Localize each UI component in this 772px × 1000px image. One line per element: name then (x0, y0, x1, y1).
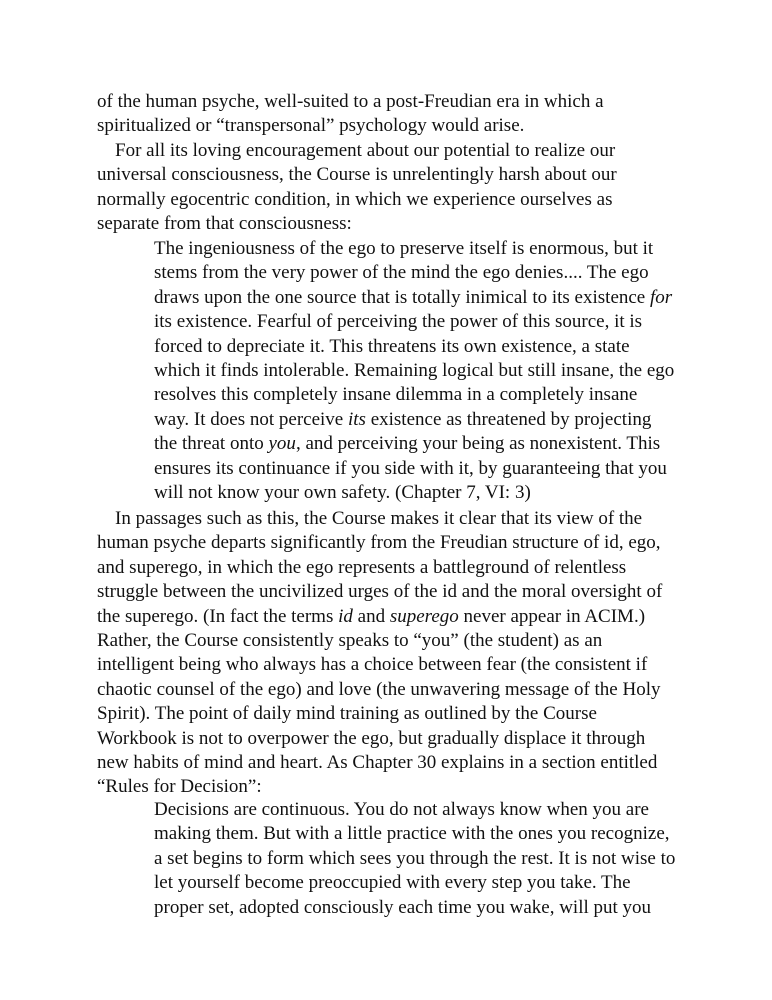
quote-line-text: the threat onto (154, 433, 269, 455)
text-segment: never appear in ACIM.) (458, 605, 646, 627)
quote-line: proper set, adopted consciously each time you wake, will put you (154, 896, 652, 918)
quote-line: making them. But with a little practice with the ones you recognize, (154, 823, 670, 845)
text-line: Workbook is not to overpower the ego, but gradually displace it through (97, 727, 646, 749)
text-line: of the human psyche, well-suited to a post-Freudian era in which a (97, 91, 604, 112)
paragraph-ego-condition (97, 139, 687, 237)
text-line: normally egocentric condition, in which we experience ourselves as (97, 188, 613, 210)
quote-line: let yourself become preoccupied with every step you take. The (154, 872, 631, 894)
quote-line: ensures its continuance if you side with it, by guaranteeing that you (154, 457, 667, 479)
emphasis-text: id (338, 605, 353, 627)
quote-line: Decisions are continuous. You do not always know when you are (154, 799, 649, 820)
text-line (97, 605, 687, 629)
quote-line (154, 408, 684, 432)
emphasis-text: superego (389, 605, 459, 627)
text-line: Rather, the Course consistently speaks to “you” (the student) as an (97, 630, 603, 652)
text-line: struggle between the uncivilized urges of the id and the moral oversight of (97, 581, 663, 603)
text-line: chaotic counsel of the ego) and love (the unwavering message of the Holy (97, 678, 661, 700)
text-line: “Rules for Decision”: (97, 776, 262, 798)
emphasis-text: you (268, 433, 296, 455)
text-line: intelligent being who always has a choice between fear (the consistent if (97, 654, 648, 676)
paragraph-freudian-structure (97, 507, 687, 800)
quote-line: a set begins to form which sees you through the rest. It is not wise to (154, 847, 676, 869)
text-line: Spirit). The point of daily mind training as outlined by the Course (97, 703, 597, 725)
text-line: spiritualized or “transpersonal” psychology would arise. (97, 115, 525, 137)
quote-line-text: way. It does not perceive (154, 408, 348, 430)
quote-line: stems from the very power of the mind the ego denies.... The ego (154, 262, 649, 284)
block-quote-decisions (154, 798, 684, 920)
quote-line-text: , and perceiving your being as nonexistent. This (295, 433, 661, 455)
text-segment: and (352, 605, 390, 627)
text-line: human psyche departs significantly from the Freudian structure of id, ego, (97, 532, 661, 554)
quote-line-text: existence as threatened by projecting (365, 408, 652, 430)
quote-line: forced to depreciate it. This threatens its own existence, a state (154, 335, 630, 357)
quote-line: resolves this completely insane dilemma in a completely insane (154, 384, 638, 406)
text-line: new habits of mind and heart. As Chapter 30 explains in a section entitled (97, 752, 658, 774)
text-line: separate from that consciousness: (97, 213, 352, 235)
quote-line: which it finds intolerable. Remaining logical but still insane, the ego (154, 360, 675, 382)
quote-line (154, 432, 684, 456)
text-line: For all its loving encouragement about our potential to realize our (115, 140, 616, 161)
quote-line: The ingeniousness of the ego to preserve itself is enormous, but it (154, 238, 654, 259)
text-segment: the superego. (In fact the terms (97, 605, 339, 627)
quote-line: will not know your own safety. (Chapter 7, VI: 3) (154, 482, 531, 504)
paragraph-continuation (97, 90, 687, 139)
block-quote-ego (154, 237, 684, 505)
text-line: and superego, in which the ego represents a battleground of relentless (97, 556, 627, 578)
emphasis-text: for (650, 286, 673, 308)
quote-line-text: draws upon the one source that is totally inimical to its existence (154, 286, 650, 308)
quote-line: its existence. Fearful of perceiving the power of this source, it is (154, 311, 643, 333)
text-line: universal consciousness, the Course is unrelentingly harsh about our (97, 164, 617, 186)
emphasis-text: its (347, 408, 366, 430)
text-line: In passages such as this, the Course makes it clear that its view of the (115, 508, 643, 529)
quote-line (154, 286, 684, 310)
